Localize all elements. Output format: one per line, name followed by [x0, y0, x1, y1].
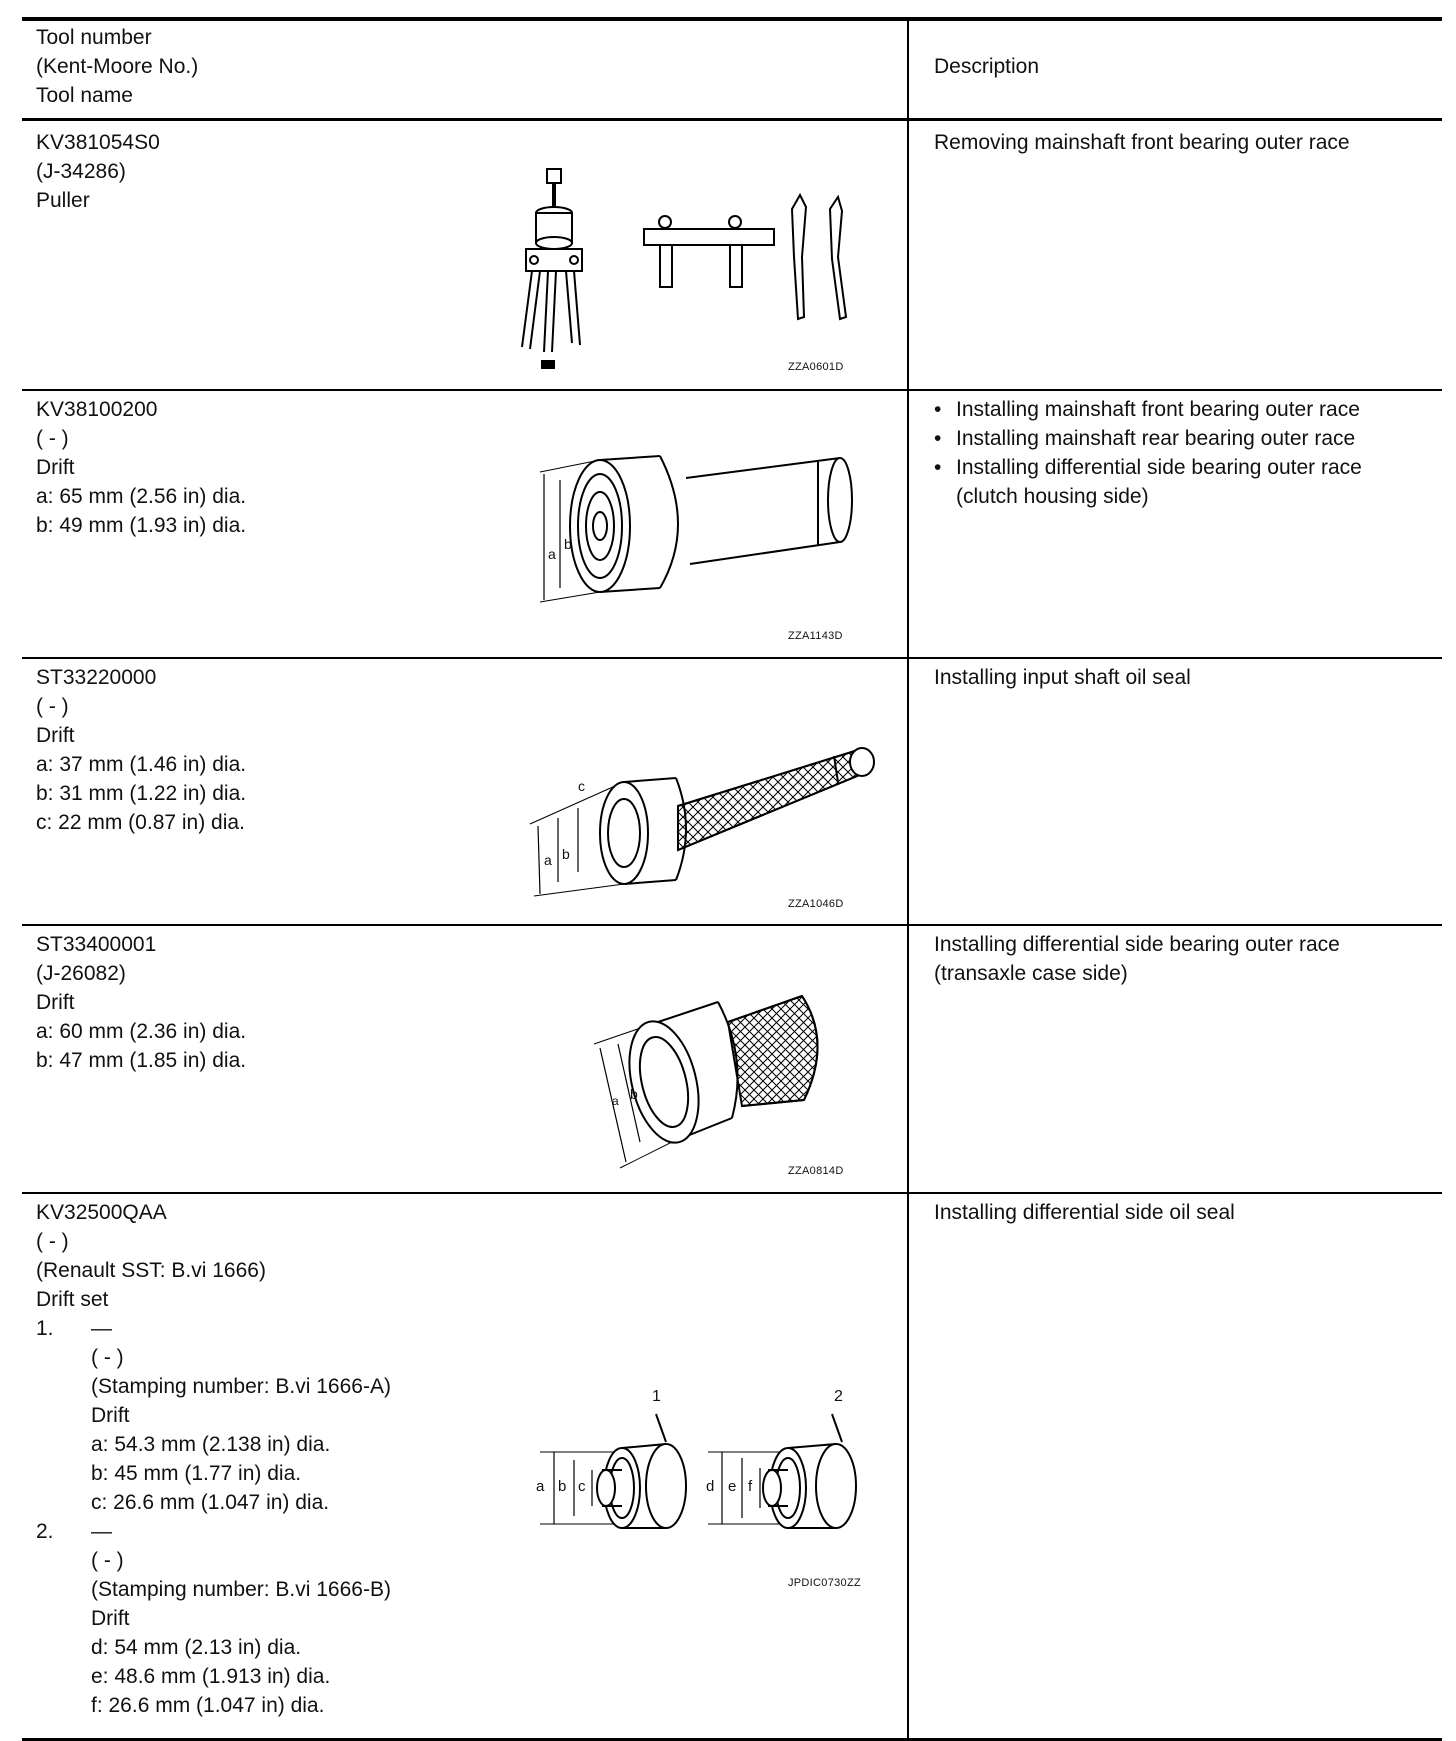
column-divider: [907, 21, 909, 1738]
dimension-label-b: b: [562, 846, 570, 862]
dimension-label-c: c: [578, 778, 585, 794]
tool-name: Puller: [36, 189, 90, 212]
tool-name: Drift: [91, 1404, 130, 1427]
dimension-label-a: a: [544, 852, 552, 868]
list-item-number-1: 1. —: [36, 1317, 112, 1340]
dimension-f: f: 26.6 mm (1.047 in) dia.: [91, 1694, 325, 1717]
description-bullet-continuation: (clutch housing side): [956, 485, 1149, 508]
tool-number: KV32500QAA: [36, 1201, 167, 1224]
dimension-a: a: 37 mm (1.46 in) dia.: [36, 753, 247, 776]
table-top-rule: [22, 17, 1442, 21]
description-line: Installing differential side oil seal: [934, 1201, 1235, 1224]
row-divider: [22, 1192, 1442, 1194]
drift-icon: [528, 722, 888, 912]
description: [934, 128, 1434, 157]
dimension-label-b: b: [564, 536, 572, 552]
tool-number: ST33220000: [36, 666, 157, 689]
description-line: Installing input shaft oil seal: [934, 666, 1191, 689]
header-tool-column: [36, 23, 506, 110]
drift-icon: [520, 442, 860, 622]
stamping-number: (Stamping number: B.vi 1666-A): [91, 1375, 391, 1398]
description-bullet: • Installing mainshaft rear bearing outer race: [934, 424, 1434, 453]
drift-icon: [592, 982, 852, 1172]
tool-number: KV38100200: [36, 398, 158, 421]
header-tool-name: Tool name: [36, 84, 133, 107]
description-bullet: • Installing mainshaft front bearing outer race: [934, 395, 1434, 424]
description-line: Installing differential side bearing outer race: [934, 933, 1340, 956]
header-kent-moore-no: (Kent-Moore No.): [36, 55, 199, 78]
figure-callout-2: 2: [834, 1388, 843, 1405]
figure-code: ZZA1046D: [788, 898, 844, 910]
description: [934, 930, 1434, 988]
row-divider: [22, 389, 1442, 391]
description: [934, 1198, 1434, 1227]
list-item-number-2: 2. —: [36, 1520, 112, 1543]
figure-code: ZZA0814D: [788, 1165, 844, 1177]
dimension-b: b: 31 mm (1.22 in) dia.: [36, 782, 247, 805]
dimension-label-b: b: [630, 1086, 638, 1102]
dimension-label-b: b: [558, 1478, 567, 1495]
kent-moore-number: ( - ): [91, 1346, 124, 1369]
description-line: Removing mainshaft front bearing outer race: [934, 131, 1350, 154]
dimension-a: a: 60 mm (2.36 in) dia.: [36, 1020, 247, 1043]
dimension-b: b: 47 mm (1.85 in) dia.: [36, 1049, 247, 1072]
kent-moore-number: (J-34286): [36, 160, 126, 183]
figure-code: ZZA0601D: [788, 361, 844, 373]
tool-info: [36, 128, 506, 215]
stamping-number: (Stamping number: B.vi 1666-B): [91, 1578, 391, 1601]
description-line: (transaxle case side): [934, 962, 1128, 985]
dimension-d: d: 54 mm (2.13 in) dia.: [91, 1636, 302, 1659]
dimension-a: a: 65 mm (2.56 in) dia.: [36, 485, 247, 508]
dimension-label-d: d: [706, 1478, 715, 1495]
row-divider: [22, 657, 1442, 659]
figure-code: ZZA1143D: [788, 630, 843, 642]
kent-moore-number: ( - ): [36, 427, 69, 450]
tool-info: [36, 663, 506, 837]
kent-moore-number: (J-26082): [36, 962, 126, 985]
header-tool-number: Tool number: [36, 26, 152, 49]
tool-info: [36, 930, 506, 1075]
tool-name: Drift: [36, 724, 75, 747]
dimension-label-a: a: [536, 1478, 545, 1495]
tool-info: [36, 1198, 506, 1720]
dimension-label-c: c: [578, 1478, 586, 1495]
puller-icon: [520, 167, 870, 382]
tool-name: Drift set: [36, 1288, 109, 1311]
figure-code: JPDIC0730ZZ: [788, 1577, 861, 1589]
figure-callout-1: 1: [652, 1388, 661, 1405]
kent-moore-number: ( - ): [36, 695, 69, 718]
dimension-c: c: 22 mm (0.87 in) dia.: [36, 811, 245, 834]
drift-set-icon: [516, 1388, 886, 1532]
kent-moore-number: ( - ): [36, 1230, 69, 1253]
dimension-b: b: 45 mm (1.77 in) dia.: [91, 1462, 302, 1485]
tool-info: [36, 395, 506, 540]
header-rule: [22, 118, 1442, 121]
row-divider: [22, 924, 1442, 926]
dimension-b: b: 49 mm (1.93 in) dia.: [36, 514, 247, 537]
dimension-a: a: 54.3 mm (2.138 in) dia.: [91, 1433, 331, 1456]
dimension-label-e: e: [728, 1478, 737, 1495]
tool-name: Drift: [91, 1607, 130, 1630]
renault-sst-number: (Renault SST: B.vi 1666): [36, 1259, 266, 1282]
dimension-e: e: 48.6 mm (1.913 in) dia.: [91, 1665, 331, 1688]
description: [934, 395, 1434, 511]
list-item-dash: —: [91, 1317, 112, 1340]
tool-number: ST33400001: [36, 933, 157, 956]
dimension-label-a: a: [612, 1094, 619, 1108]
tool-number: KV381054S0: [36, 131, 160, 154]
tool-name: Drift: [36, 456, 75, 479]
header-description: Description: [934, 55, 1040, 78]
kent-moore-number: ( - ): [91, 1549, 124, 1572]
tool-name: Drift: [36, 991, 75, 1014]
dimension-c: c: 26.6 mm (1.047 in) dia.: [91, 1491, 330, 1514]
dimension-label-a: a: [548, 546, 556, 562]
description-bullet: • Installing differential side bearing outer race: [934, 453, 1434, 482]
dimension-label-f: f: [748, 1478, 753, 1495]
description: [934, 663, 1434, 692]
list-item-dash: —: [91, 1520, 112, 1543]
